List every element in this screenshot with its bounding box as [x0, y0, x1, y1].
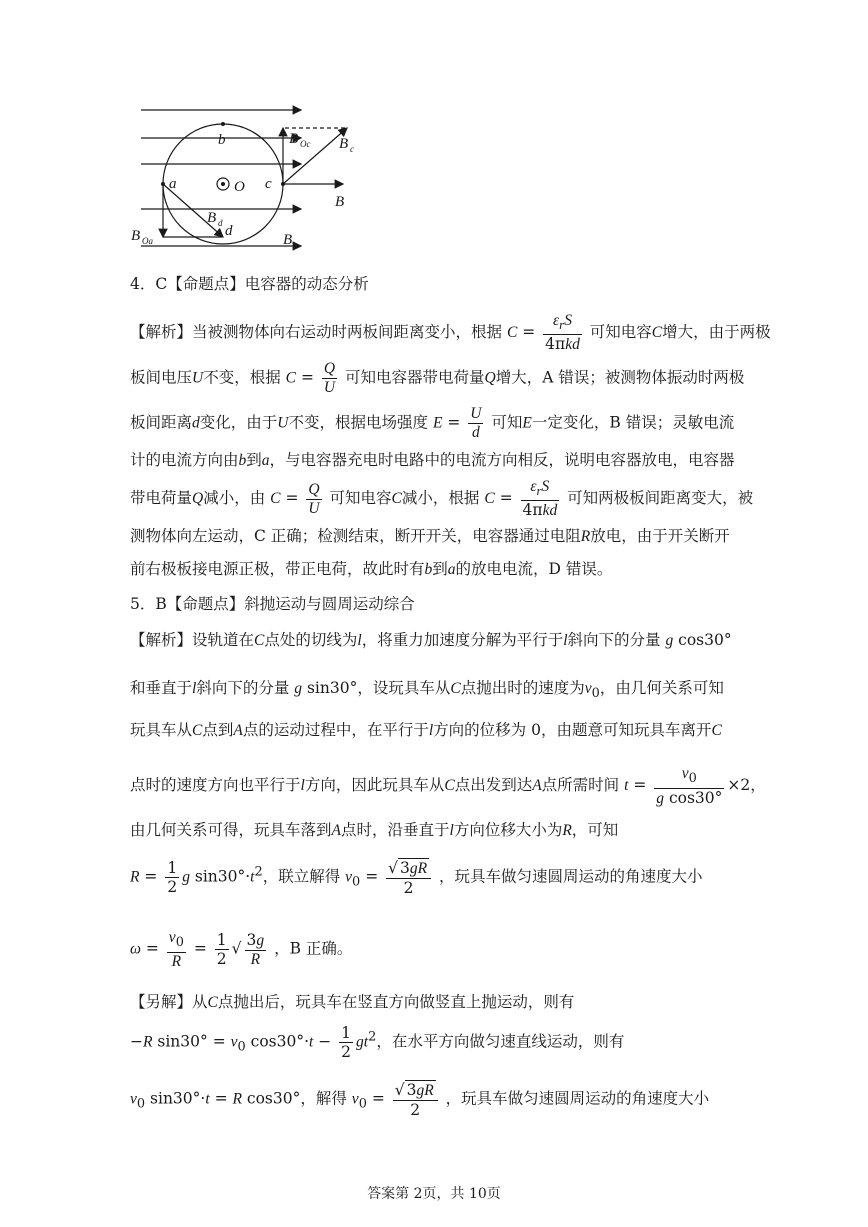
q4-line-4: 计的电流方向由b到a，与电容器充电时电路中的电流方向相反，说明电容器放电，电容器 — [130, 451, 735, 469]
label-B-right: B — [335, 194, 345, 210]
label-Bd-sub: d — [218, 218, 223, 228]
label-B0c-sub: Oc — [300, 139, 311, 149]
q5-line-3: 玩具车从C点到A点的运动过程中，在平行于l方向的位移为 0，由题意可知玩具车离开C — [130, 721, 722, 739]
label-Bc: B — [339, 136, 349, 152]
q4-line-3: 板间距离d变化，由于U不变，根据电场强度 E = $\frac{U}{d}$ 可知E一定变化，B 错误；灵敏电流 — [130, 405, 735, 441]
magnetic-field-figure — [125, 92, 365, 264]
q5-line-2: 和垂直于l斜向下的分量 g sin30°，设玩具车从C点抛出时的速度为$v_0$，由几何关系可知 — [130, 679, 724, 702]
q5-line-1: 【解析】设轨道在C点处的切线为l，将重力加速度分解为平行于l斜向下的分量 g cos30° — [130, 631, 732, 649]
q4-line-6: 测物体向左运动，C 正确；检测结束，断开开关，电容器通过电阻R放电，由于开关断开 — [130, 527, 730, 545]
q5-line-4: 点时的速度方向也平行于l方向，因此玩具车从C点出发到达A点所需时间 t = $\frac{v_0}{\text{g cos30°}}$ ×2， — [130, 765, 766, 808]
q4-line-2: 板间电压U不变，根据 C = $\frac{Q}{U}$ 可知电容器带电荷量Q增大，A 错误；被测物体振动时两极 — [130, 360, 745, 396]
label-O: O — [234, 179, 245, 195]
label-B0c: B — [289, 131, 299, 147]
q5-line-9: −R $\sin 30^\circ = v_0$ cos30°·t − $\frac{1}{2}$ $gt^2$，在水平方向做匀速直线运动，则有 — [130, 1024, 625, 1061]
label-Bc-sub: c — [350, 144, 354, 154]
q5-heading: 5．B【命题点】斜抛运动与圆周运动综合 — [130, 595, 415, 613]
q4-heading: 4．C【命题点】电容器的动态分析 — [130, 275, 369, 293]
label-B0a-sub: Oa — [142, 236, 153, 246]
label-d: d — [225, 223, 233, 239]
q5-line-5: 由几何关系可得，玩具车落到A点时，沿垂直于l方向位移大小为R，可知 — [130, 821, 619, 839]
label-B0a: B — [131, 228, 141, 244]
q5-line-10: $v_0$ sin30°·t = R cos30°，解得 $v_0$ = $\frac{√ 3gR}{2}$ ，玩具车做匀速圆周运动的角速度大小 — [130, 1081, 710, 1119]
label-b: b — [218, 132, 226, 148]
label-a: a — [169, 176, 177, 192]
q4-line-7: 前右极板接电源正极，带正电荷，故此时有b到a的放电电流，D 错误。 — [130, 560, 613, 578]
label-B-bottom: B — [283, 232, 293, 248]
q4-line-1: 【解析】当被测物体向右运动时两板间距离变小，根据 C = $\frac{\varepsilon_rS}{\text{4πkd}}$ 可知电容C增大，由于两极 — [130, 312, 771, 354]
label-c: c — [265, 176, 272, 192]
label-Bd: B — [207, 210, 217, 226]
q5-line-8: 【另解】从C点抛出后，玩具车在竖直方向做竖直上抛运动，则有 — [130, 993, 575, 1011]
q5-line-7: ω = $\frac{v_0}{R}$ = $\frac{1}{2}$ √ $\frac{3g}{R}$ ，B 正确。 — [130, 929, 353, 971]
q4-line-5: 带电荷量Q减小，由 C = $\frac{Q}{U}$ 可知电容C减小，根据 C = $\frac{\varepsilon_rS}{\text{4πkd}}$ 可知两极板间距离变大，被 — [130, 478, 754, 520]
page-footer: 答案第 2页，共 10页 — [367, 1186, 501, 1202]
q5-line-6: R = $\frac{1}{2}$ g $\sin 30^\circ\cdot t^2$，联立解得 $v_0$ = $\frac{√ 3gR}{2}$ ，玩具车做匀速圆周运动的角速度大小 — [130, 859, 703, 897]
